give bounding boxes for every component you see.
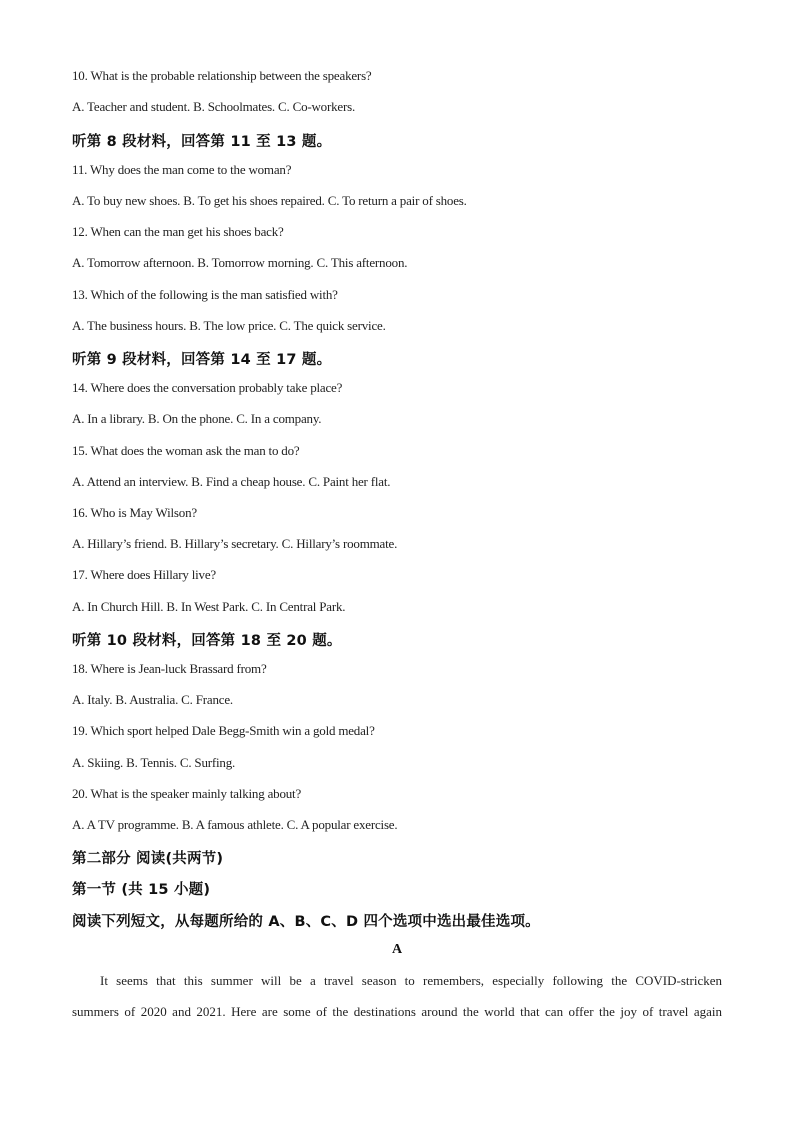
section-heading-10: 听第 10 段材料，回答第 18 至 20 题。 [72,633,342,649]
question-14: 14. Where does the conversation probably take place? [72,380,343,395]
question-12: 12. When can the man get his shoes back? [72,224,284,239]
options-19: A. Skiing. B. Tennis. C. Surfing. [72,755,236,770]
question-10: 10. What is the probable relationship between the speakers? [72,68,372,83]
options-14: A. In a library. B. On the phone. C. In a company. [72,411,322,426]
options-11: A. To buy new shoes. B. To get his shoes repaired. C. To return a pair of shoes. [72,193,467,208]
question-19: 19. Which sport helped Dale Begg-Smith win a gold medal? [72,723,375,738]
passage-line-2: summers of 2020 and 2021. Here are some of the destinations around the world that can offer the joy of travel again [72,1004,722,1019]
section-one-heading: 第一节 (共 15 小题) [72,882,211,898]
options-17: A. In Church Hill. B. In West Park. C. In Central Park. [72,599,346,614]
question-18: 18. Where is Jean-luck Brassard from? [72,661,267,676]
reading-instructions: 阅读下列短文，从每题所给的 A、B、C、D 四个选项中选出最佳选项。 [72,914,540,930]
options-18: A. Italy. B. Australia. C. France. [72,692,233,707]
part-two-heading: 第二部分 阅读(共两节) [72,851,224,867]
options-13: A. The business hours. B. The low price. C. The quick service. [72,318,386,333]
question-20: 20. What is the speaker mainly talking about? [72,786,302,801]
passage-line-1: It seems that this summer will be a travel season to remembers, especially following the COVID-stricken [100,973,722,988]
question-11: 11. Why does the man come to the woman? [72,162,292,177]
options-15: A. Attend an interview. B. Find a cheap house. C. Paint her flat. [72,474,391,489]
options-12: A. Tomorrow afternoon. B. Tomorrow morning. C. This afternoon. [72,255,408,270]
section-heading-9: 听第 9 段材料，回答第 14 至 17 题。 [72,352,332,368]
passage-title: A [391,942,403,957]
question-16: 16. Who is May Wilson? [72,505,197,520]
question-15: 15. What does the woman ask the man to do? [72,443,300,458]
options-16: A. Hillary’s friend. B. Hillary’s secretary. C. Hillary’s roommate. [72,536,398,551]
options-10: A. Teacher and student. B. Schoolmates. C. Co-workers. [72,99,356,114]
question-13: 13. Which of the following is the man satisfied with? [72,287,338,302]
section-heading-8: 听第 8 段材料，回答第 11 至 13 题。 [72,134,332,150]
question-17: 17. Where does Hillary live? [72,567,216,582]
options-20: A. A TV programme. B. A famous athlete. C. A popular exercise. [72,817,398,832]
